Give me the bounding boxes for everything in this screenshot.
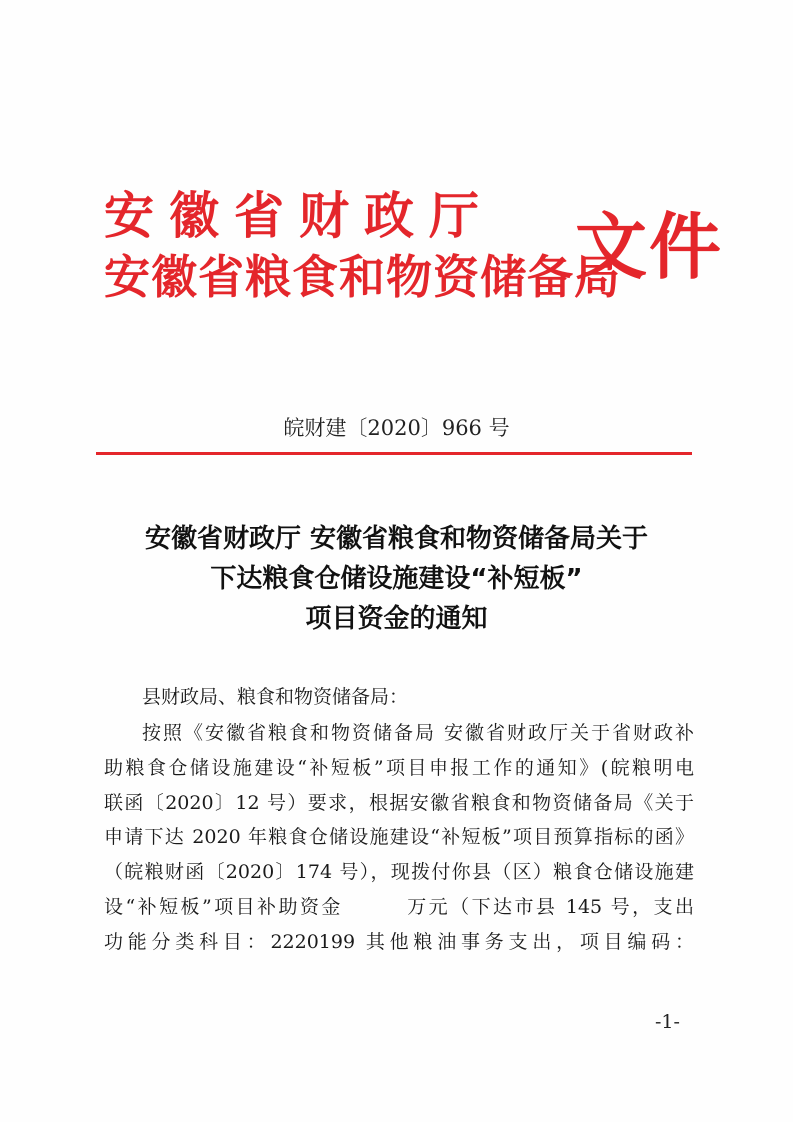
- masthead-document-label: 文件: [575, 204, 724, 289]
- document-title: [60, 519, 733, 639]
- title-line-3: 项目资金的通知: [305, 604, 488, 634]
- body-line: 设“补短板”项目补助资金 万元（下达市县 145 号，支出: [104, 895, 694, 918]
- masthead-issuer-finance-department: 安徽省财政厅: [104, 186, 494, 245]
- body-line: 按照《安徽省粮食和物资储备局 安徽省财政厅关于省财政补: [142, 722, 694, 744]
- document-number: 皖财建〔2020〕966 号: [283, 416, 510, 440]
- body-line: 助粮食仓储设施建设“补短板”项目申报工作的通知》(皖粮明电: [104, 756, 694, 779]
- body-line: 联函〔2020〕12 号）要求，根据安徽省粮食和物资储备局《关于: [104, 791, 694, 814]
- title-line-2: 下达粮食仓储设施建设“补短板”: [210, 564, 583, 594]
- body-line: （皖粮财函〔2020〕174 号），现拨付你县（区）粮食仓储设施建: [104, 861, 694, 884]
- body-line: 申请下达 2020 年粮食仓储设施建设“补短板”项目预算指标的函》: [104, 826, 694, 849]
- page-number: -1-: [655, 1011, 680, 1033]
- red-separator-rule: [96, 452, 692, 455]
- masthead-issuer-grain-reserve-bureau: 安徽省粮食和物资储备局: [104, 250, 621, 304]
- salutation: 县财政局、粮食和物资储备局：: [142, 686, 409, 708]
- title-line-1: 安徽省财政厅 安徽省粮食和物资储备局关于: [144, 524, 649, 554]
- body-line: 功能分类科目：2220199 其他粮油事务支出，项目编码：: [104, 930, 694, 953]
- document-body: [104, 680, 694, 960]
